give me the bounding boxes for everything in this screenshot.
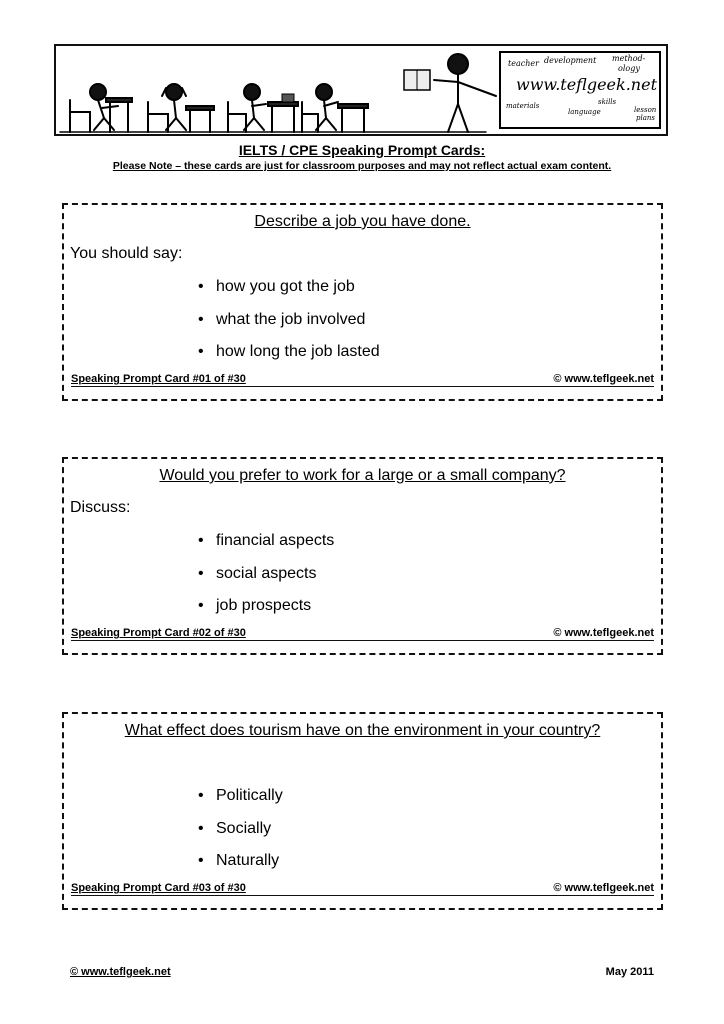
bullet-icon: • <box>198 787 204 804</box>
bullet-text: job prospects <box>216 597 312 614</box>
card-number: Speaking Prompt Card #03 of #30 <box>71 882 246 894</box>
card-bullet-list <box>198 531 334 629</box>
bullet-icon: • <box>198 310 204 328</box>
prompt-card <box>62 712 663 910</box>
bullet-icon: • <box>198 564 204 582</box>
bullet-text: how long the job lasted <box>216 343 380 360</box>
card-footer <box>71 626 654 641</box>
board-url: www.teflgeek.net <box>516 75 658 94</box>
bullet-item <box>198 310 380 343</box>
classroom-illustration <box>56 46 668 136</box>
teacher-figure <box>404 54 496 132</box>
bullet-item <box>198 851 283 884</box>
student-figure <box>228 84 298 132</box>
card-heading: Would you prefer to work for a large or a small company? <box>159 467 566 484</box>
bullet-text: financial aspects <box>216 532 335 549</box>
card-heading: Describe a job you have done. <box>254 213 471 230</box>
bullet-item <box>198 342 380 375</box>
bullet-item <box>198 277 380 310</box>
svg-text:lesson: lesson <box>634 106 657 114</box>
card-number: Speaking Prompt Card #02 of #30 <box>71 627 246 639</box>
bullet-icon: • <box>198 343 204 360</box>
svg-text:method-: method- <box>612 54 646 63</box>
student-figure <box>148 84 214 132</box>
disclaimer-note: Please Note – these cards are just for classroom purposes and may not reflect actual exam content. <box>112 160 612 172</box>
bullet-text: Politically <box>216 787 283 804</box>
card-footer <box>71 881 654 896</box>
svg-text:teacher: teacher <box>508 59 539 68</box>
bullet-icon: • <box>198 819 204 837</box>
prompt-card <box>62 457 663 655</box>
bullet-icon: • <box>198 532 204 549</box>
bullet-item <box>198 819 283 852</box>
student-figure <box>302 84 368 132</box>
bullet-text: social aspects <box>216 564 317 582</box>
svg-text:materials: materials <box>506 102 540 110</box>
footer-copyright: © www.teflgeek.net <box>70 966 171 978</box>
card-number: Speaking Prompt Card #01 of #30 <box>71 373 246 385</box>
bullet-item <box>198 596 334 629</box>
svg-text:ology: ology <box>618 64 640 73</box>
card-intro: You should say: <box>70 245 183 262</box>
svg-text:development: development <box>544 56 597 65</box>
card-copyright: © www.teflgeek.net <box>553 882 654 894</box>
header-banner <box>54 44 668 136</box>
page-title: IELTS / CPE Speaking Prompt Cards: <box>238 142 486 158</box>
bullet-item <box>198 531 334 564</box>
svg-text:language: language <box>568 108 601 116</box>
student-figure <box>70 84 132 132</box>
svg-text:plans: plans <box>636 114 655 122</box>
prompt-card <box>62 203 663 401</box>
bullet-icon: • <box>198 597 204 614</box>
bullet-icon: • <box>198 278 204 295</box>
bullet-text: Naturally <box>216 852 280 869</box>
bullet-icon: • <box>198 852 204 869</box>
bullet-text: how you got the job <box>216 278 355 295</box>
card-bullet-list <box>198 277 380 375</box>
card-bullet-list <box>198 786 283 884</box>
card-intro: Discuss: <box>70 499 131 516</box>
bullet-item <box>198 786 283 819</box>
footer-date: May 2011 <box>605 966 654 978</box>
card-copyright: © www.teflgeek.net <box>553 373 654 385</box>
svg-text:skills: skills <box>598 98 617 106</box>
bullet-item <box>198 564 334 597</box>
bullet-text: what the job involved <box>216 310 366 328</box>
card-footer <box>71 372 654 387</box>
bullet-text: Socially <box>216 819 272 837</box>
card-heading: What effect does tourism have on the environment in your country? <box>124 722 601 739</box>
card-copyright: © www.teflgeek.net <box>553 627 654 639</box>
